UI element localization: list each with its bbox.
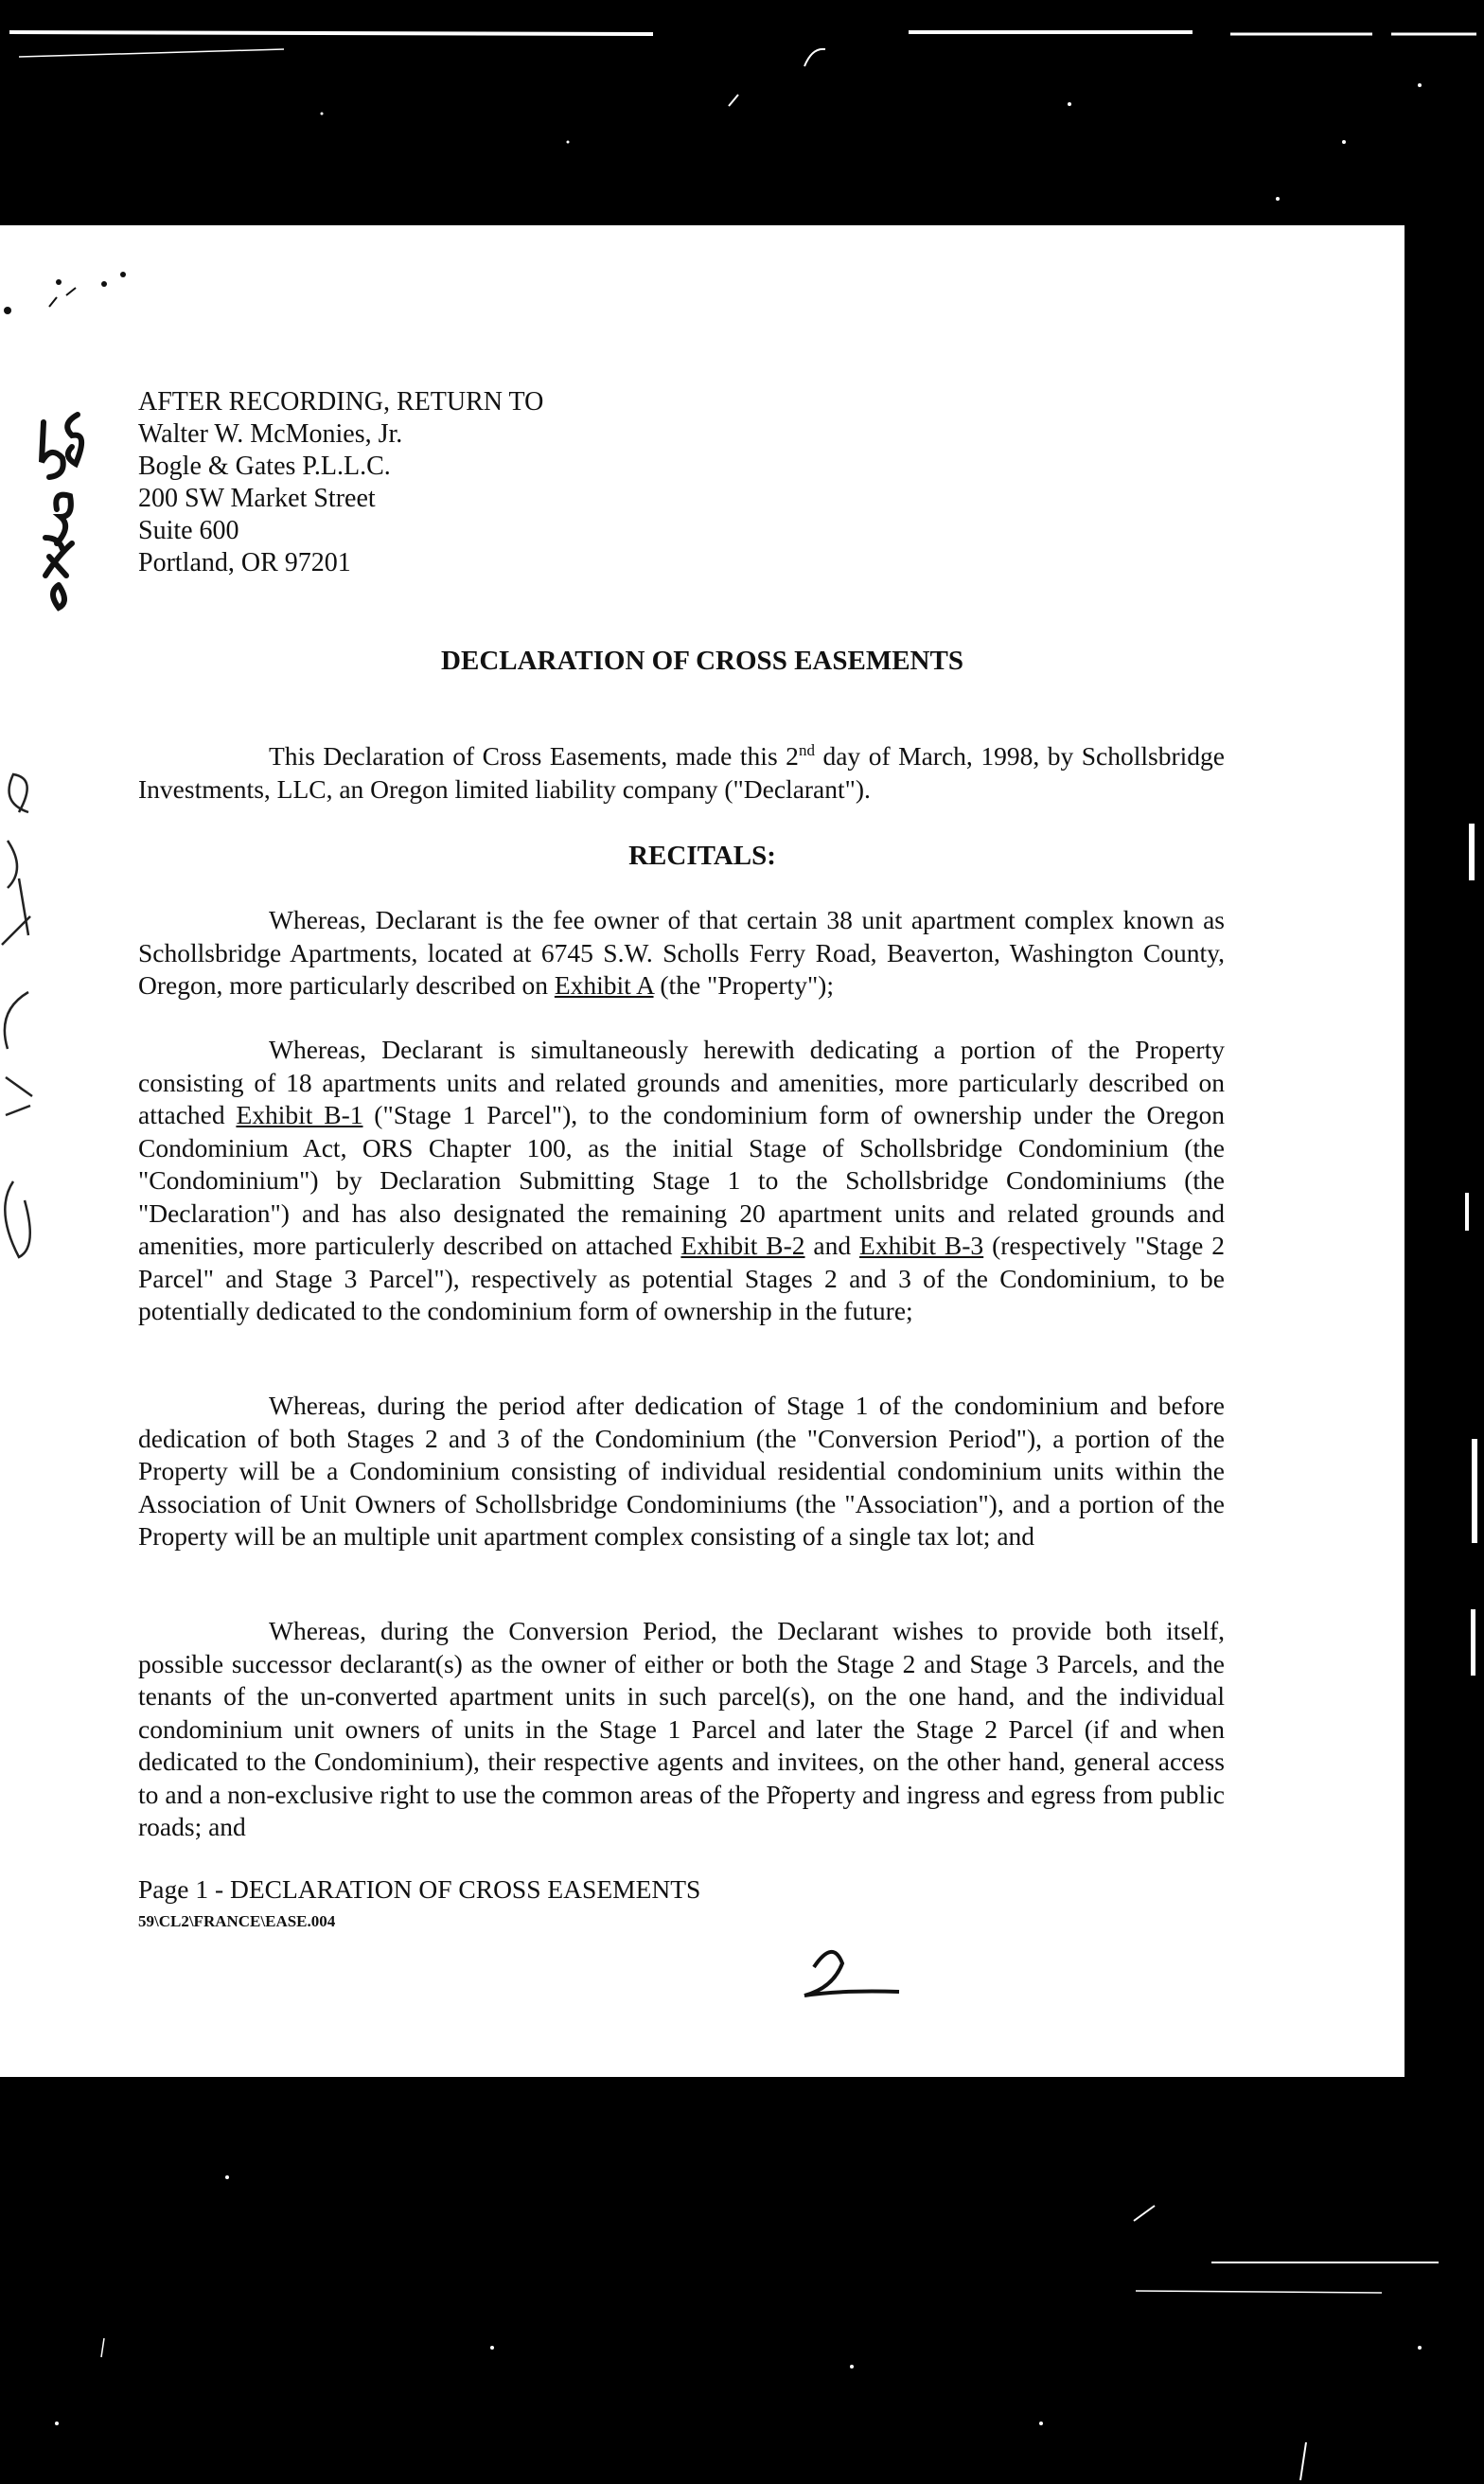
exhibit-b3-reference: Exhibit B-3: [859, 1231, 984, 1260]
p1-text-b: (the "Property");: [653, 970, 834, 1000]
recital-paragraph-3: [138, 1390, 1225, 1553]
p2-text-d: (respectively "Stage 2 Parcel" and Stage 3 Parcel"), respectively as potential Stages 2 and 3 of the Condominium, to be potentially dedicated to the condominium form of ownership in the future;: [138, 1231, 1225, 1325]
p3-text: Whereas, during the period after dedication of Stage 1 of the condominium and before dedication of both Stages 2 and 3 of the Condominium (the "Conversion Period"), a portion of the Property will be a Condominium consisting of individual residential condominium units within the Association of Unit Owners of Schollsbridge Condominiums (the "Association"), and a portion of the Property will be an multiple unit apartment complex consisting of a single tax lot; and: [138, 1391, 1225, 1551]
intro-text-a: This Declaration of Cross Easements, made this 2: [269, 741, 799, 771]
intro-text-b: day of March, 1998, by Schollsbridge Investments, LLC, an Oregon limited liability company ("Declarant").: [138, 741, 1225, 804]
return-address-block: [138, 386, 543, 579]
p4-text: Whereas, during the Conversion Period, the Declarant wishes to provide both itself, possible successor declarant(s) as the owner of either or both the Stage 2 and Stage 3 Parcels, and the tenants of the un-converted apartment units in such parcel(s), on the one hand, and the individual condominium unit owners of units in the Stage 1 Parcel and later the Stage 2 Parcel (if and when dedicated to the Condominium), their respective agents and invitees, on the other hand, general access to and a non-exclusive right to use the common areas of the Pr̃operty and ingress and egress from public roads; and: [138, 1616, 1225, 1841]
page-footer: Page 1 - DECLARATION OF CROSS EASEMENTS: [138, 1874, 701, 1904]
recitals-heading: RECITALS:: [628, 841, 776, 871]
intro-paragraph: [138, 740, 1225, 806]
intro-superscript: nd: [798, 740, 815, 759]
exhibit-b1-reference: Exhibit B-1: [236, 1100, 363, 1129]
return-heading: AFTER RECORDING, RETURN TO: [138, 387, 544, 417]
exhibit-b2-reference: Exhibit B-2: [680, 1231, 805, 1260]
p1-text-a: Whereas, Declarant is the fee owner of that certain 38 unit apartment complex known as Schollsbridge Apartments, located at 6745 S.W. Scholls Ferry Road, Beaverton, Washington County, Oregon, more particularly described on: [138, 905, 1225, 1000]
recital-paragraph-2: [138, 1034, 1225, 1328]
recital-paragraph-4: [138, 1615, 1225, 1844]
p2-text-b: ("Stage 1 Parcel"), to the condominium form of ownership under the Oregon Condominium Act, ORS Chapter 100, as the initial Stage of Schollsbridge Condominium (the "Condominium") by Declaration Submitting Stage 1 to the Schollsbridge Condominiums (the "Declaration") and has also designated the remaining 20 apartment units and related grounds and amenities, more particulerly described on attached: [138, 1100, 1225, 1260]
return-suite: Suite 600: [138, 516, 239, 545]
exhibit-a-reference: Exhibit A: [554, 970, 654, 1000]
recital-paragraph-1: [138, 904, 1225, 1002]
p2-text-a: Whereas, Declarant is simultaneously herewith dedicating a portion of the Property consisting of 18 apartments units and related grounds and amenities, more particularly described on attached: [138, 1035, 1225, 1129]
footer-file-code: 59\CL2\FRANCE\EASE.004: [138, 1912, 336, 1930]
return-name: Walter W. McMonies, Jr.: [138, 419, 403, 449]
return-city: Portland, OR 97201: [138, 548, 351, 577]
return-street: 200 SW Market Street: [138, 484, 376, 513]
p2-text-c: and: [804, 1231, 860, 1260]
document-title: DECLARATION OF CROSS EASEMENTS: [441, 646, 963, 676]
page-number-handwritten: [804, 1952, 899, 1996]
return-firm: Bogle & Gates P.L.L.C.: [138, 452, 391, 481]
